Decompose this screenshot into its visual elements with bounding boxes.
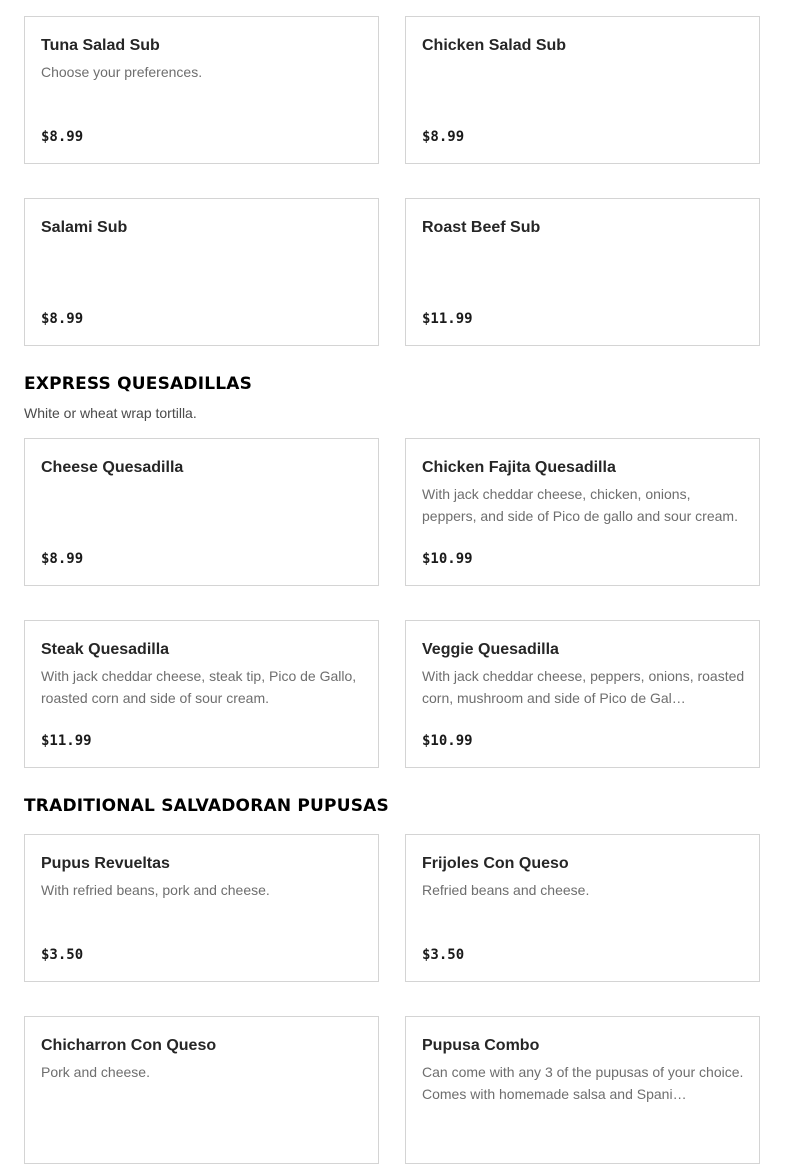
section-header-quesadillas: [24, 374, 252, 422]
item-price: $10.99: [422, 733, 473, 749]
menu-item-card[interactable]: [405, 834, 760, 982]
item-description: With refried beans, pork and cheese.: [41, 882, 270, 898]
item-name: Pupusa Combo: [422, 1037, 540, 1054]
section-description: White or wheat wrap tortilla.: [24, 405, 197, 421]
item-price: $10.99: [422, 551, 473, 567]
item-description: Can come with any 3 of the pupusas of your choice. Comes with homemade salsa and Spani…: [422, 1064, 744, 1102]
section-title: TRADITIONAL SALVADORAN PUPUSAS: [24, 796, 389, 816]
menu-item-card[interactable]: [24, 16, 379, 164]
item-name: Steak Quesadilla: [41, 641, 170, 658]
item-description: [41, 243, 364, 287]
section-title: EXPRESS QUESADILLAS: [24, 374, 253, 394]
item-description: [422, 243, 745, 287]
menu-item-card[interactable]: [405, 438, 760, 586]
item-description: Choose your preferences.: [41, 64, 203, 80]
item-name: Salami Sub: [41, 219, 128, 236]
menu-item-card[interactable]: [24, 438, 379, 586]
item-description: Pork and cheese.: [41, 1064, 150, 1080]
menu-item-card[interactable]: [405, 16, 760, 164]
item-name: Frijoles Con Queso: [422, 855, 569, 872]
item-description: With jack cheddar cheese, chicken, onions, peppers, and side of Pico de gallo and sour cream.: [422, 486, 738, 524]
menu-item-card[interactable]: [405, 620, 760, 768]
item-description: Refried beans and cheese.: [422, 882, 590, 898]
item-price: $8.99: [41, 129, 84, 145]
item-name: Chicken Salad Sub: [422, 37, 567, 54]
item-name: Chicharron Con Queso: [41, 1037, 217, 1054]
item-price: $3.50: [422, 947, 465, 963]
menu-item-card[interactable]: [24, 834, 379, 982]
item-price: $8.99: [422, 129, 465, 145]
menu-item-card[interactable]: [405, 198, 760, 346]
item-price: $8.99: [41, 311, 84, 327]
menu-item-card[interactable]: [24, 620, 379, 768]
item-description: With jack cheddar cheese, peppers, onions, roasted corn, mushroom and side of Pico de Gal…: [422, 668, 745, 706]
item-name: Roast Beef Sub: [422, 219, 541, 236]
item-description: With jack cheddar cheese, steak tip, Pico de Gallo, roasted corn and side of sour cream.: [41, 668, 357, 706]
item-price: $11.99: [422, 311, 473, 327]
menu-item-card[interactable]: [24, 198, 379, 346]
item-price: $11.99: [41, 733, 92, 749]
item-name: Tuna Salad Sub: [41, 37, 160, 54]
item-name: Cheese Quesadilla: [41, 459, 184, 476]
item-price: $3.50: [41, 947, 84, 963]
menu-item-card[interactable]: [405, 1016, 760, 1164]
item-description: [422, 61, 745, 105]
menu-item-card[interactable]: [24, 1016, 379, 1164]
item-name: Veggie Quesadilla: [422, 641, 559, 658]
item-name: Pupus Revueltas: [41, 855, 170, 872]
item-price: $8.99: [41, 551, 84, 567]
section-header-pupusas: [24, 796, 389, 816]
item-name: Chicken Fajita Quesadilla: [422, 459, 616, 476]
item-description: [41, 483, 364, 527]
